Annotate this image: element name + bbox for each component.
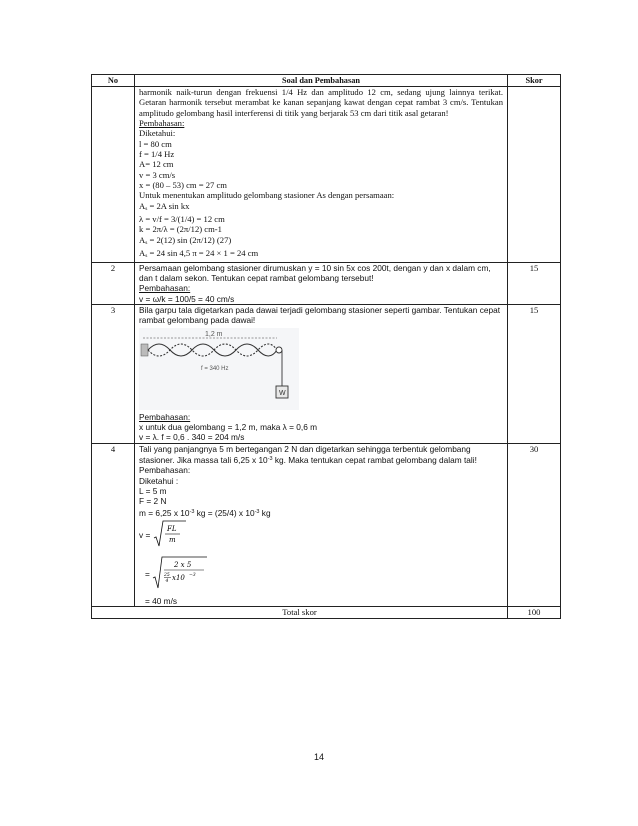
fraction-numerator: 2 x 5 [174, 561, 192, 569]
mass-part-b: kg = (25/4) x 10 [194, 507, 255, 518]
formula-as-2 [139, 235, 503, 248]
table-row [92, 304, 561, 443]
tuning-fork-block [141, 344, 148, 356]
as-subscript: s [145, 239, 148, 246]
soal-table [91, 74, 561, 619]
as-symbol: A [139, 248, 146, 259]
method-text: Untuk menentukan amplitudo gelombang stasioner As dengan persamaan: [139, 190, 395, 201]
row-content [135, 443, 508, 607]
answer-line: x untuk dua gelombang = 1,2 m, maka λ = 0,6 m [139, 421, 318, 432]
row-content [135, 304, 508, 443]
row-skor: 15 [508, 262, 561, 304]
inner-denominator: 4 [165, 579, 169, 584]
row-skor: 30 [508, 443, 561, 607]
result-line: = 40 m/s [145, 596, 178, 606]
question-part-b: kg. Maka tentukan cepat rambat gelombang dalam tali! [272, 454, 477, 465]
weight-label: W [279, 389, 286, 397]
pembahasan-label: Pembahasan: [139, 118, 185, 129]
velocity-formula [139, 518, 503, 552]
as-formula-3: = 24 sin 4,5 π = 24 × 1 = 24 cm [147, 248, 259, 259]
as-symbol: A [139, 200, 146, 211]
given-F: F = 2 N [139, 496, 167, 507]
row-no: 4 [92, 443, 135, 607]
question-exponent: -3 [267, 455, 273, 462]
fraction-denominator: m [168, 536, 176, 544]
diketahui-label: Diketahui: [139, 128, 176, 139]
question-part-a: Tali yang panjangnya 5 m bertegangan 2 N dan digetarkan sehingga terbentuk gelombang stasioner. Jika massa tali 6,25 x 10 [139, 443, 471, 465]
given-v: v = 3 cm/s [139, 169, 176, 180]
frequency-label: f = 340 Hz [201, 365, 229, 372]
mass-part-a: m = 6,25 x 10 [139, 507, 190, 518]
row-skor: 15 [508, 304, 561, 443]
row-skor [508, 87, 561, 263]
as-subscript: s [145, 205, 148, 212]
table-header-row [92, 75, 561, 87]
question-text: Persamaan gelombang stasioner dirumuskan y = 10 sin 5x cos 200t, dengan y dan x dalam cm, dan t dalam sekon. Tentukan cepat rambat gelombang tersebut! [139, 262, 491, 283]
table-row [92, 262, 561, 304]
table-row [92, 87, 561, 263]
power-base: x10 [172, 574, 186, 582]
sqrt-substitution [152, 556, 208, 592]
total-row [92, 607, 561, 618]
header-soal: Soal dan Pembahasan [135, 75, 508, 87]
as-formula-2: = 2(12) sin (2π/12) (27) [147, 234, 232, 245]
given-m [139, 507, 503, 518]
sqrt-fl-over-m [153, 520, 187, 550]
as-subscript: s [145, 253, 148, 260]
given-f: f = 1/4 Hz [139, 149, 175, 160]
row-content [135, 262, 508, 304]
given-L: L = 5 m [139, 485, 167, 496]
length-label: 1,2 m [205, 330, 223, 338]
pembahasan-label: Pembahasan: [139, 283, 191, 294]
pembahasan-label: Pembahasan: [139, 465, 191, 476]
formula-k: k = 2π/λ = (2π/12) cm-1 [139, 224, 222, 235]
mass-exponent-2: -3 [254, 508, 260, 515]
given-A: A= 12 cm [139, 159, 174, 170]
sqrt-symbol [152, 556, 208, 590]
header-skor: Skor [508, 75, 561, 87]
given-x: x = (80 – 53) cm = 27 cm [139, 180, 227, 191]
as-symbol: A [139, 234, 146, 245]
inner-numerator: 25 [164, 573, 170, 578]
given-l: l = 80 cm [139, 138, 172, 149]
formula-lambda: λ = v/f = 3/(1/4) = 12 cm [139, 214, 225, 225]
formula-as [139, 201, 503, 214]
standing-wave-figure [139, 328, 299, 410]
row-no [92, 87, 135, 263]
sqrt-symbol [153, 520, 187, 548]
equals-sign: = [145, 569, 150, 579]
substitution-formula [139, 552, 503, 596]
row-content [135, 87, 508, 263]
total-value: 100 [508, 607, 561, 618]
power-exponent: −3 [189, 573, 196, 578]
row-no: 2 [92, 262, 135, 304]
answer-line: v = ω/k = 100/5 = 40 cm/s [139, 293, 235, 304]
pulley [276, 347, 282, 353]
page-number: 14 [313, 752, 324, 762]
question-text: Bila garpu tala digetarkan pada dawai terjadi gelombang stasioner seperti gambar. Tentukan cepat rambat gelombang pada dawai! [139, 304, 500, 326]
header-no: No [92, 75, 135, 87]
table-row [92, 443, 561, 607]
pembahasan-label: Pembahasan: [139, 411, 191, 422]
diketahui-label: Diketahui : [139, 475, 179, 486]
question-text: harmonik naik-turun dengan frekuensi 1/4 Hz dan amplitudo 12 cm, sedang ujung lainnya terikat. Getaran harmonik tersebut merambat ke kanan sepanjang kawat dengan cepat rambat 3 cm/s. Tentukan amplitudo gelombang hasil interferensi di titik yang berjarak 53 cm dari titik asal getaran! [139, 87, 503, 118]
mass-part-c: kg [259, 507, 271, 518]
total-label: Total skor [92, 607, 508, 618]
formula-as-3 [139, 248, 503, 261]
question-text [139, 444, 503, 466]
as-formula: = 2A sin kx [147, 200, 190, 211]
mass-exponent-1: -3 [189, 508, 195, 515]
fraction-numerator: FL [166, 525, 177, 533]
row-no: 3 [92, 304, 135, 443]
answer-line: v = λ. f = 0,6 . 340 = 204 m/s [139, 432, 245, 443]
velocity-prefix: v = [139, 530, 151, 540]
